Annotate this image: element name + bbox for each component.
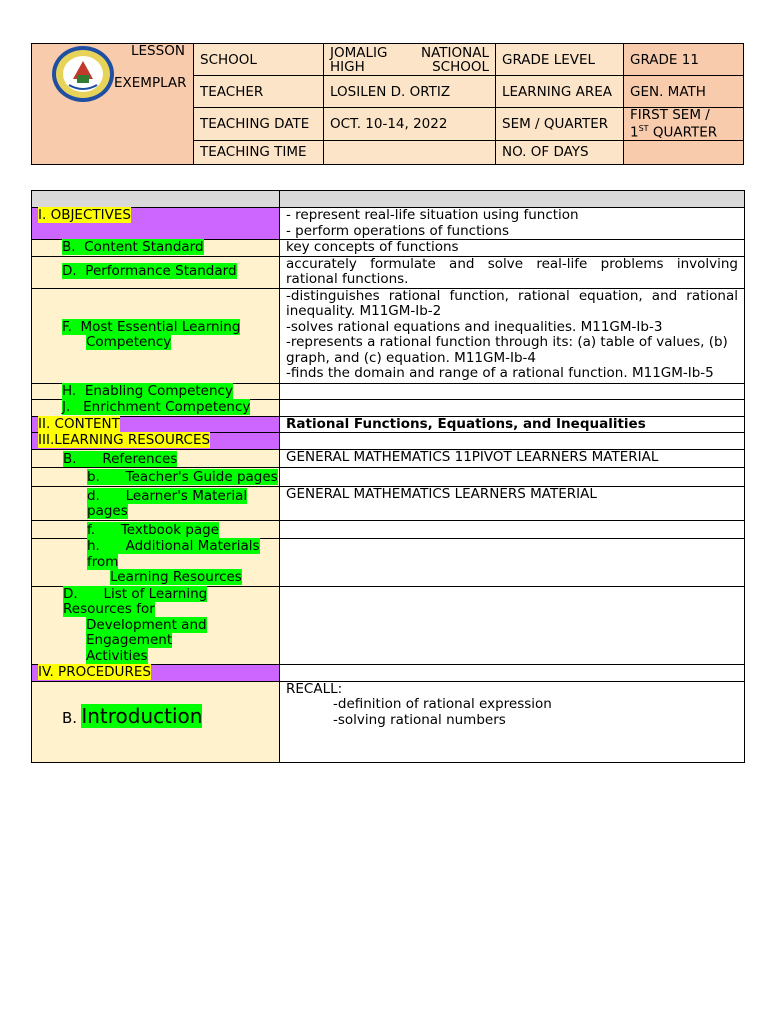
performance-standard-row [32,256,745,288]
teacher-label: TEACHER [194,76,324,108]
recall-item: -definition of rational expression [333,696,552,712]
textbook-value [280,520,745,539]
introduction-label-cell [32,681,280,762]
learners-material-row [32,486,745,520]
procedures-value [280,665,745,682]
resource-list-letter: D. [63,585,78,602]
melc-line: -finds the domain and range of a rational function. M11GM-Ib-5 [286,365,714,381]
procedures-row [32,665,745,682]
teachers-guide-letter: b. [87,469,100,485]
resource-list-value [280,586,745,665]
melc-label: Most Essential Learning [80,318,241,335]
resource-list-label: List of Learning Resources for [63,585,208,617]
quarter-number: 1 [630,124,639,141]
content-standard-row [32,240,745,257]
enabling-label-cell [32,383,280,400]
recall-heading: RECALL: [286,680,343,697]
content-row [32,416,745,433]
enabling-letter: H. [62,382,77,399]
introduction-value [280,681,745,762]
learning-resources-value [280,433,745,450]
enrichment-value [280,400,745,417]
teacher-value: LOSILEN D. ORTIZ [324,76,496,108]
learners-material-label-cell [32,486,280,520]
resource-list-label-cell [32,586,280,665]
logo-cell [32,44,194,165]
performance-standard-value: accurately formulate and solve real-life problems involving rational functions. [280,256,745,288]
references-value: GENERAL MATHEMATICS 11PIVOT LEARNERS MATERIAL [280,449,745,468]
melc-value [280,288,745,383]
enabling-label: Enabling Competency [84,382,233,399]
performance-standard-letter: D. [62,262,77,279]
quarter-word: QUARTER [648,124,718,141]
grade-level-label: GRADE LEVEL [496,44,624,76]
learning-resources-row [32,433,745,450]
header-table [31,43,744,165]
teaching-date-label: TEACHING DATE [194,108,324,141]
textbook-label: Textbook page [120,521,220,538]
quarter-suffix: ST [638,124,649,133]
resource-list-row [32,586,745,665]
melc-label-cell [32,288,280,383]
teachers-guide-label: Teacher's Guide pages [125,469,278,485]
learners-material-value: GENERAL MATHEMATICS LEARNERS MATERIAL [280,486,745,520]
references-letter: B. [63,450,77,467]
procedures-label: IV. PROCEDURES [38,664,151,680]
content-label-cell [32,416,280,433]
content-standard-letter: B. [62,239,76,255]
enabling-row [32,383,745,400]
resource-list-label-line3: Activities [86,647,148,664]
teaching-time-label: TEACHING TIME [194,140,324,164]
learners-material-label: Learner's Material pages [87,487,248,519]
textbook-letter: f. [87,521,96,538]
introduction-label: Introduction [81,703,203,728]
performance-standard-label: Performance Standard [85,262,237,279]
objective-line: - represent real-life situation using function [286,207,579,223]
learning-area-value: GEN. MATH [624,76,744,108]
content-label: II. CONTENT [38,415,120,432]
enabling-value [280,383,745,400]
references-label: References [102,450,178,467]
additional-materials-label-line2: Learning Resources [110,569,242,585]
lesson-label: LESSON [131,43,185,59]
school-logo [51,45,115,103]
content-standard-value: key concepts of functions [280,240,745,257]
enrichment-letter: J. [62,399,71,415]
objectives-label: I. OBJECTIVES [38,207,131,223]
teachers-guide-row [32,468,745,487]
teaching-time-value [324,140,496,164]
sem-value: FIRST SEM / [630,107,710,123]
melc-line: -distinguishes rational function, rational equation, and rational inequality. M11GM-Ib-2 [286,287,738,319]
objectives-label-cell [32,208,280,240]
school-value: JOMALIG NATIONAL HIGH SCHOOL [324,44,496,76]
school-label: SCHOOL [194,44,324,76]
objectives-row [32,208,745,240]
teachers-guide-value [280,468,745,487]
learning-resources-label: III.LEARNING RESOURCES [38,432,211,448]
melc-row [32,288,745,383]
textbook-label-cell [32,520,280,539]
references-row [32,449,745,468]
introduction-row [32,681,745,762]
additional-materials-letter: h. [87,538,100,554]
melc-line: -solves rational equations and inequalities. M11GM-Ib-3 [286,318,663,335]
content-standard-label: Content Standard [84,239,204,255]
sem-quarter-value [624,108,744,141]
grade-level-value: GRADE 11 [624,44,744,76]
table-header-row [32,191,745,208]
additional-materials-row [32,539,745,587]
content-value: Rational Functions, Equations, and Inequalities [280,416,745,433]
melc-line: -represents a rational function through its: (a) table of values, (b) graph, and (c) equation. M11GM-Ib-4 [286,334,728,366]
sem-quarter-label: SEM / QUARTER [496,108,624,141]
recall-item: -solving rational numbers [333,711,506,728]
quarter-value [630,122,737,140]
additional-materials-value [280,539,745,587]
teachers-guide-label-cell [32,468,280,487]
learning-area-label: LEARNING AREA [496,76,624,108]
resource-list-label-line2: Development and Engagement [86,616,207,648]
no-of-days-value [624,140,744,164]
lesson-plan-table [31,190,745,763]
content-standard-label-cell [32,240,280,257]
no-of-days-label: NO. OF DAYS [496,140,624,164]
procedures-label-cell [32,665,280,682]
learners-material-letter: d. [87,487,100,504]
additional-materials-label: Additional Materials from [87,538,260,570]
references-label-cell [32,449,280,468]
melc-label-line2: Competency [86,334,172,350]
objective-line: - perform operations of functions [286,222,509,239]
exemplar-label: EXEMPLAR [114,75,187,91]
additional-materials-label-cell [32,539,280,587]
melc-letter: F. [62,318,72,335]
enrichment-label-cell [32,400,280,417]
enrichment-label: Enrichment Competency [83,399,251,415]
enrichment-row [32,400,745,417]
teaching-date-value: OCT. 10-14, 2022 [324,108,496,141]
performance-standard-label-cell [32,256,280,288]
textbook-row [32,520,745,539]
introduction-letter: B. [62,708,78,727]
learning-resources-label-cell [32,433,280,450]
objectives-value [280,208,745,240]
